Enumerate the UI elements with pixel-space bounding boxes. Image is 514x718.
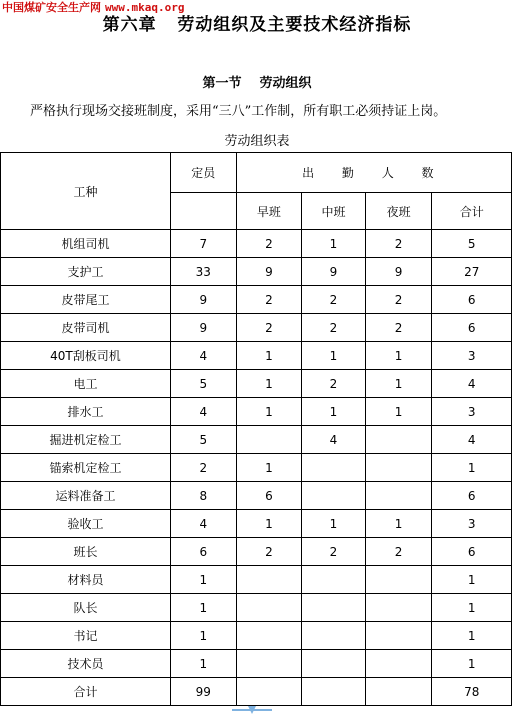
cell-morning: 6 — [236, 482, 302, 510]
cell-morning — [236, 622, 302, 650]
table-row — [1, 230, 512, 258]
cell-quota: 2 — [170, 454, 236, 482]
table-row — [1, 650, 512, 678]
header-quota: 定员 — [170, 153, 236, 193]
cell-quota: 4 — [170, 510, 236, 538]
table-row — [1, 538, 512, 566]
table-row — [1, 594, 512, 622]
cell-middle — [302, 594, 366, 622]
cell-total: 3 — [432, 510, 512, 538]
table-header-row-1 — [1, 153, 512, 193]
cell-middle — [302, 650, 366, 678]
table-row — [1, 482, 512, 510]
cell-job: 班长 — [1, 538, 171, 566]
cell-job: 书记 — [1, 622, 171, 650]
table-row — [1, 286, 512, 314]
cell-middle: 2 — [302, 370, 366, 398]
cell-night: 2 — [365, 314, 432, 342]
table-row — [1, 258, 512, 286]
cell-morning — [236, 678, 302, 706]
cell-quota: 33 — [170, 258, 236, 286]
cell-job: 技术员 — [1, 650, 171, 678]
cell-night: 1 — [365, 510, 432, 538]
cell-quota: 8 — [170, 482, 236, 510]
cell-morning: 1 — [236, 454, 302, 482]
cell-morning: 2 — [236, 538, 302, 566]
cell-middle — [302, 678, 366, 706]
cell-middle — [302, 482, 366, 510]
cell-total: 4 — [432, 370, 512, 398]
cell-morning — [236, 426, 302, 454]
cell-job: 40T刮板司机 — [1, 342, 171, 370]
cell-night — [365, 622, 432, 650]
header-shift-middle: 中班 — [302, 193, 366, 230]
cell-job: 排水工 — [1, 398, 171, 426]
cell-morning: 1 — [236, 398, 302, 426]
cell-total: 78 — [432, 678, 512, 706]
cell-night — [365, 482, 432, 510]
cell-job: 机组司机 — [1, 230, 171, 258]
cell-quota: 1 — [170, 650, 236, 678]
cell-night — [365, 454, 432, 482]
cell-total: 3 — [432, 398, 512, 426]
cell-total: 1 — [432, 454, 512, 482]
header-quota-blank — [170, 193, 236, 230]
cell-morning: 2 — [236, 314, 302, 342]
cell-middle: 1 — [302, 342, 366, 370]
cell-quota: 99 — [170, 678, 236, 706]
cell-morning — [236, 566, 302, 594]
cell-morning: 1 — [236, 342, 302, 370]
cell-night: 2 — [365, 230, 432, 258]
cell-night — [365, 566, 432, 594]
cell-night: 2 — [365, 286, 432, 314]
cell-morning: 2 — [236, 230, 302, 258]
cell-middle: 2 — [302, 314, 366, 342]
cell-morning: 9 — [236, 258, 302, 286]
table-caption: 劳动组织表 — [224, 134, 290, 149]
cell-middle — [302, 454, 366, 482]
watermark-url: www.mkaq.org — [105, 1, 185, 14]
cell-quota: 6 — [170, 538, 236, 566]
section-title: 第一节 劳动组织 — [202, 76, 312, 91]
header-shift-total: 合计 — [432, 193, 512, 230]
cell-total: 3 — [432, 342, 512, 370]
chapter-title: 第六章 劳动组织及主要技术经济指标 — [102, 15, 412, 35]
header-attendance: 出 勤 人 数 — [236, 153, 511, 193]
cell-middle: 2 — [302, 538, 366, 566]
cell-middle — [302, 622, 366, 650]
cell-job: 支护工 — [1, 258, 171, 286]
table-row — [1, 566, 512, 594]
cell-job: 材料员 — [1, 566, 171, 594]
cell-job: 掘进机定检工 — [1, 426, 171, 454]
cell-total: 4 — [432, 426, 512, 454]
cell-middle — [302, 566, 366, 594]
cell-quota: 5 — [170, 370, 236, 398]
cell-quota: 7 — [170, 230, 236, 258]
table-row — [1, 398, 512, 426]
cell-middle: 1 — [302, 230, 366, 258]
cell-total: 1 — [432, 650, 512, 678]
header-shift-morning: 早班 — [236, 193, 302, 230]
cell-night: 1 — [365, 370, 432, 398]
table-row — [1, 342, 512, 370]
header-shift-night: 夜班 — [365, 193, 432, 230]
table-row — [1, 454, 512, 482]
cell-middle: 1 — [302, 398, 366, 426]
cell-morning — [236, 650, 302, 678]
cell-job: 皮带司机 — [1, 314, 171, 342]
intro-paragraph: 严格执行现场交接班制度，采用“三八”工作制，所有职工必须持证上岗。 — [30, 104, 447, 119]
cell-quota: 4 — [170, 398, 236, 426]
cell-job: 锚索机定检工 — [1, 454, 171, 482]
cell-middle: 2 — [302, 286, 366, 314]
cell-quota: 1 — [170, 566, 236, 594]
cell-total: 1 — [432, 594, 512, 622]
cell-total: 6 — [432, 538, 512, 566]
cell-night: 1 — [365, 398, 432, 426]
cell-job: 电工 — [1, 370, 171, 398]
cell-morning: 1 — [236, 370, 302, 398]
table-row — [1, 622, 512, 650]
table-row — [1, 510, 512, 538]
cell-quota: 1 — [170, 594, 236, 622]
cell-total: 1 — [432, 622, 512, 650]
cell-quota: 5 — [170, 426, 236, 454]
cell-middle: 9 — [302, 258, 366, 286]
cell-job: 验收工 — [1, 510, 171, 538]
cell-job: 合计 — [1, 678, 171, 706]
table-row — [1, 370, 512, 398]
cell-night — [365, 594, 432, 622]
cell-morning: 2 — [236, 286, 302, 314]
cell-night — [365, 650, 432, 678]
cell-night: 2 — [365, 538, 432, 566]
cell-night: 9 — [365, 258, 432, 286]
header-job: 工种 — [1, 153, 171, 230]
cell-morning — [236, 594, 302, 622]
cell-job: 运料准备工 — [1, 482, 171, 510]
cell-total: 1 — [432, 566, 512, 594]
cell-night: 1 — [365, 342, 432, 370]
cell-job: 队长 — [1, 594, 171, 622]
cell-total: 6 — [432, 286, 512, 314]
cell-total: 6 — [432, 314, 512, 342]
cell-middle: 1 — [302, 510, 366, 538]
cell-night — [365, 426, 432, 454]
cell-night — [365, 678, 432, 706]
table-row — [1, 314, 512, 342]
page-marker-icon — [232, 706, 272, 714]
table-row — [1, 426, 512, 454]
cell-quota: 9 — [170, 286, 236, 314]
table-row — [1, 678, 512, 706]
cell-middle: 4 — [302, 426, 366, 454]
cell-job: 皮带尾工 — [1, 286, 171, 314]
cell-total: 5 — [432, 230, 512, 258]
cell-total: 27 — [432, 258, 512, 286]
cell-total: 6 — [432, 482, 512, 510]
cell-quota: 9 — [170, 314, 236, 342]
labor-organization-table — [0, 152, 512, 706]
cell-morning: 1 — [236, 510, 302, 538]
watermark-site-name: 中国煤矿安全生产网 — [2, 1, 101, 14]
cell-quota: 4 — [170, 342, 236, 370]
cell-quota: 1 — [170, 622, 236, 650]
